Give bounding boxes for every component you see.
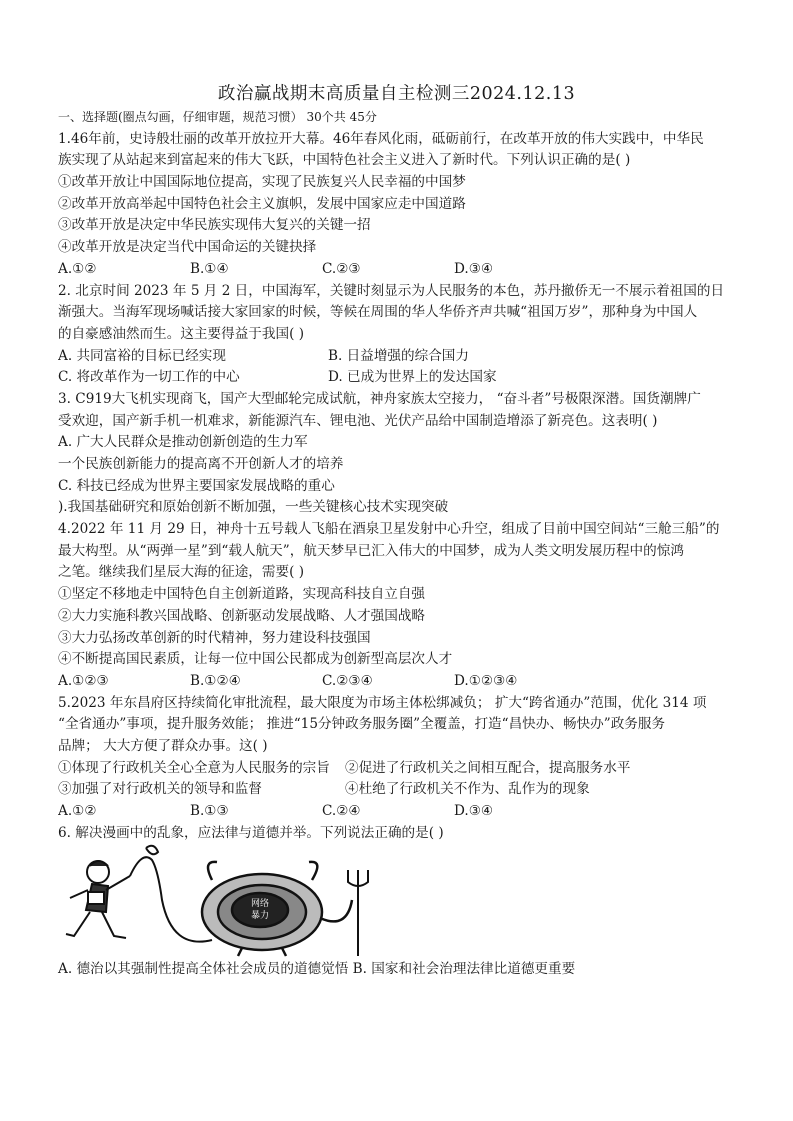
- leash-rope: [130, 857, 212, 941]
- q1-item: ①改革开放让中国国际地位提高，实现了民族复兴人民幸福的中国梦: [58, 174, 466, 191]
- q5-option-b: B.①③: [190, 803, 229, 819]
- q1-option-c: C.②③: [322, 260, 361, 277]
- q2-option-b: B. 日益增强的综合国力: [328, 347, 469, 364]
- q4-stem-line: 最大构型。从“两弹一星”到“载人航天”，航天梦早已汇入伟大的中国梦，成为人类文明发展历程中的惊鸿: [58, 542, 684, 559]
- q6-stem: 6. 解决漫画中的乱象，应法律与道德并举。下列说法正确的是( ): [58, 824, 444, 841]
- q4-option-b: B.①②④: [190, 672, 241, 689]
- q1-item: ③改革开放是决定中华民族实现伟大复兴的关键一招: [58, 217, 371, 234]
- q5-options: [58, 801, 748, 823]
- q5-option-a: A.①②: [58, 803, 97, 819]
- q5-option-d: D.③④: [454, 803, 494, 819]
- devil-at-figure: [202, 862, 352, 956]
- q3-stem-line: 3. C919大飞机实现商飞，国产大型邮轮完成试航，神舟家族太空接力， “奋斗者”号极限深潜。国货潮牌广: [58, 390, 701, 407]
- page-title: 政治赢战期末高质量自主检测三2024.12.13: [217, 84, 576, 104]
- cartoon-label-line1: 网络: [250, 899, 270, 909]
- q4-item: ①坚定不移地走中国特色自主创新道路，实现高科技自立自强: [58, 586, 426, 603]
- running-figure: [66, 861, 130, 938]
- cartoon-illustration: [62, 840, 392, 958]
- q5-stem-line: “全省通办”事项，提升服务效能； 推进“15分钟政务服务圈”全覆盖，打造“昌快办、畅快办”政务服务: [58, 716, 666, 733]
- q3-stem-line: 受欢迎，国产新手机一机难求，新能源汽车、锂电池、光伏产品给中国制造增添了新亮色。这表明( ): [58, 412, 658, 429]
- q4-options: [58, 671, 748, 693]
- q4-item: ④不断提高国民素质，让每一位中国公民都成为创新型高层次人才: [58, 651, 453, 668]
- section-header: 一、选择题(圈点勾画，仔细审题，规范习惯） 30个共 45分: [58, 110, 377, 124]
- q1-option-a: A.①②: [58, 260, 97, 277]
- q5-stem-line: 品牌； 大大方便了群众办事。这( ): [58, 737, 268, 754]
- q5-option-c: C.②④: [322, 803, 361, 819]
- q5-item-3: ③加强了对行政机关的领导和监督: [58, 781, 262, 798]
- q4-option-d: D.①②③④: [454, 672, 518, 689]
- q1-item: ④改革开放是决定当代中国命运的关键抉择: [58, 239, 317, 256]
- q1-options: [58, 259, 748, 281]
- q1-option-d: D.③④: [454, 260, 494, 277]
- q4-option-a: A.①②③: [58, 672, 109, 689]
- q3-option: 一个民族创新能力的提高离不开创新人才的培养: [58, 456, 344, 472]
- q5-stem-line: 5.2023 年东昌府区持续简化审批流程，最大限度为市场主体松绑减负； 扩大“跨省通办”范围，优化 314 项: [58, 694, 707, 711]
- q3-option: C. 科技已经成为世界主要国家发展战略的重心: [58, 477, 335, 494]
- q2-option-d: D. 已成为世界上的发达国家: [328, 369, 497, 386]
- q2-options-row: [58, 367, 748, 389]
- q5-item-4: ④杜绝了行政机关不作为、乱作为的现象: [345, 781, 590, 798]
- q1-item: ②改革开放高举起中国特色社会主义旗帜，发展中国家应走中国道路: [58, 195, 466, 212]
- q4-option-c: C.②③④: [322, 672, 373, 689]
- q2-stem-line: 渐强大。当海军现场喊话接大家回家的时候，等候在周围的华人华侨齐声共喊“祖国万岁”，那种身为中国人: [58, 304, 698, 321]
- q3-option: ).我国基础研究和原始创新不断加强，一些关键核心技术实现突破: [58, 499, 449, 516]
- q1-stem-line: 族实现了从站起来到富起来的伟大飞跃，中国特色社会主义进入了新时代。下列认识正确的是( ): [58, 152, 631, 169]
- q1-stem-line: 1.46年前，史诗般壮丽的改革开放拉开大幕。46年春风化雨，砥砺前行，在改革开放的伟大实践中，中华民: [58, 130, 704, 147]
- q4-item: ③大力弘扬改革创新的时代精神，努力建设科技强国: [58, 629, 371, 646]
- q2-option-a: A. 共同富裕的目标已经实现: [58, 347, 226, 364]
- q4-stem-line: 4.2022 年 11 月 29 日，神舟十五号载人飞船在酒泉卫星发射中心升空，组成了目前中国空间站“三舱三船”的: [58, 521, 720, 538]
- q5-items-row: [58, 779, 748, 801]
- q2-options-row: [58, 346, 748, 368]
- question-list: [58, 107, 748, 844]
- q5-items-row: [58, 758, 748, 780]
- q3-option: A. 广大人民群众是推动创新创造的生力军: [58, 434, 308, 451]
- q1-option-b: B.①④: [190, 260, 229, 277]
- q2-option-c: C. 将改革作为一切工作的中心: [58, 369, 240, 386]
- trident-icon: [348, 870, 368, 956]
- q2-stem-line: 的自豪感油然而生。这主要得益于我国( ): [58, 325, 305, 342]
- q5-item-1: ①体现了行政机关全心全意为人民服务的宗旨: [58, 759, 330, 776]
- q4-stem-line: 之笔。继续我们星辰大海的征途，需要( ): [58, 564, 305, 581]
- q5-item-2: ②促进了行政机关之间相互配合，提高服务水平: [345, 759, 631, 776]
- q2-stem-line: 2. 北京时间 2023 年 5 月 2 日，中国海军，关键时刻显示为人民服务的本色，苏丹撤侨无一不展示着祖国的日: [58, 282, 725, 299]
- q4-item: ②大力实施科教兴国战略、创新驱动发展战略、人才强国战略: [58, 607, 426, 624]
- q6-options-line: A. 德治以其强制性提高全体社会成员的道德觉悟 B. 国家和社会治理法律比道德更重要: [58, 961, 576, 977]
- cartoon-label-line2: 暴力: [250, 911, 270, 921]
